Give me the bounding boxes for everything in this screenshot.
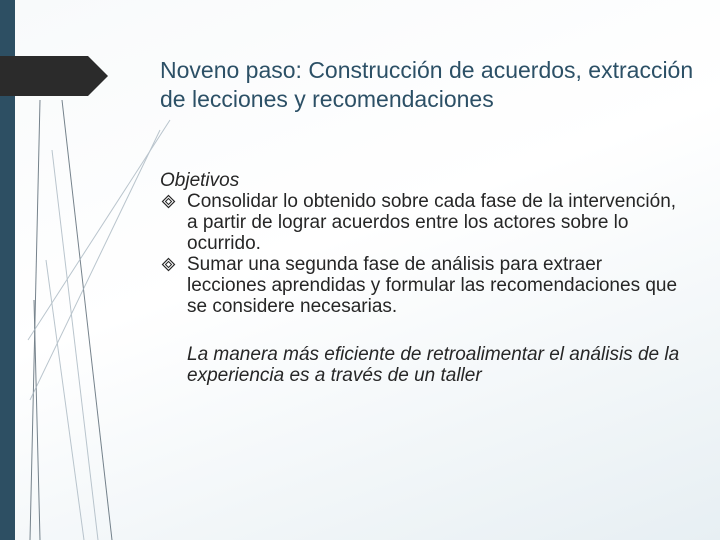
diamond-outline-icon <box>161 194 176 209</box>
slide-title: Noveno paso: Construcción de acuerdos, extracción de lecciones y recomendaciones <box>160 57 694 112</box>
list-item <box>160 191 680 254</box>
title-tab-shape <box>0 56 108 96</box>
list-item <box>160 254 680 317</box>
bullet-text: Consolidar lo obtenido sobre cada fase de la intervención, a partir de lograr acuerdos entre los actores sobre lo ocurrido. <box>187 191 677 254</box>
objectives-heading: Objetivos <box>160 170 240 191</box>
slide-body <box>160 170 680 386</box>
objectives-list <box>160 191 680 317</box>
closing-note: La manera más eficiente de retroalimentar el análisis de la experiencia es a través de un taller <box>187 344 680 386</box>
bullet-text: Sumar una segunda fase de análisis para extraer lecciones aprendidas y formular las recomendaciones que se considere necesarias. <box>187 254 678 317</box>
diamond-outline-icon <box>161 257 176 272</box>
